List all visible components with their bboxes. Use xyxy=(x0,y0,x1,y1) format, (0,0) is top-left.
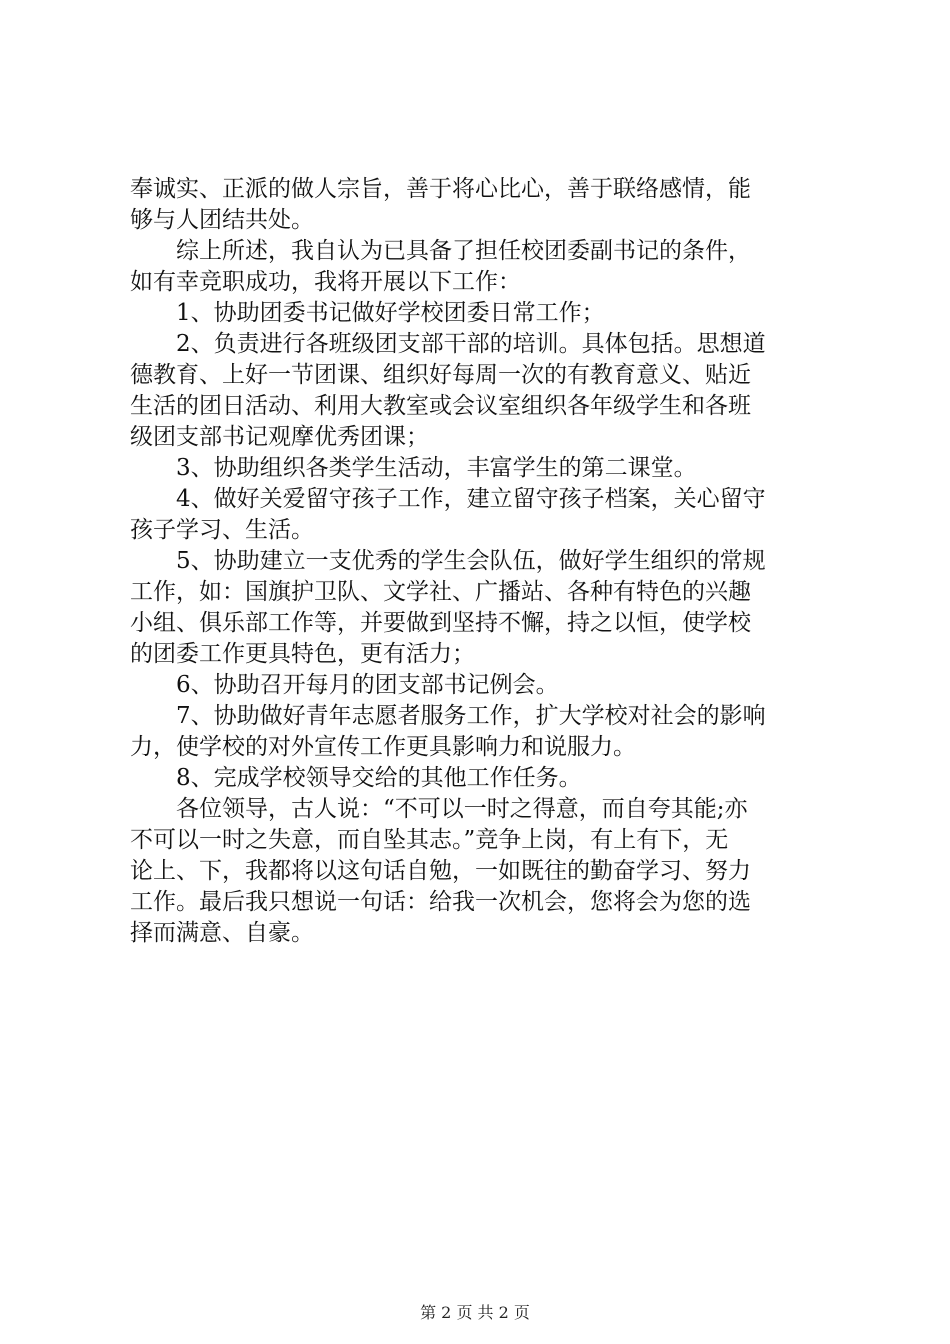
text-line: 工作，如：国旗护卫队、文学社、广播站、各种有特色的兴趣 xyxy=(130,579,751,605)
text-line: 孩子学习、生活。 xyxy=(130,517,314,543)
text-line: 德教育、上好一节团课、组织好每周一次的有教育意义、贴近 xyxy=(130,362,751,388)
text-line: 力，使学校的对外宣传工作更具影响力和说服力。 xyxy=(130,734,636,760)
text-line: 3、协助组织各类学生活动，丰富学生的第二课堂。 xyxy=(176,455,697,481)
text-line: 生活的团日活动、利用大教室或会议室组织各年级学生和各班 xyxy=(130,393,751,419)
text-line: 的团委工作更具特色，更有活力； xyxy=(130,641,475,667)
text-line: 论上、下，我都将以这句话自勉，一如既往的勤奋学习、努力 xyxy=(130,858,751,884)
text-line: 7、协助做好青年志愿者服务工作，扩大学校对社会的影响 xyxy=(176,703,766,729)
text-line: 奉诚实、正派的做人宗旨，善于将心比心，善于联络感情，能 xyxy=(130,176,751,202)
page-footer: 第 2 页 共 2 页 xyxy=(420,1303,530,1322)
text-line: 1、协助团委书记做好学校团委日常工作； xyxy=(176,300,605,326)
text-line: 5、协助建立一支优秀的学生会队伍，做好学生组织的常规 xyxy=(176,548,766,574)
text-line: 如有幸竞职成功，我将开展以下工作： xyxy=(130,269,521,295)
text-line: 工作。最后我只想说一句话：给我一次机会，您将会为您的选 xyxy=(130,889,751,915)
text-line: 综上所述，我自认为已具备了担任校团委副书记的条件， xyxy=(176,238,751,264)
text-line: 不可以一时之失意，而自坠其志。”竞争上岗，有上有下，无 xyxy=(130,827,729,853)
text-line: 小组、俱乐部工作等，并要做到坚持不懈，持之以恒，使学校 xyxy=(130,610,751,636)
text-line: 4、做好关爱留守孩子工作，建立留守孩子档案，关心留守 xyxy=(176,486,766,512)
document-body xyxy=(130,174,830,949)
text-line: 8、完成学校领导交给的其他工作任务。 xyxy=(176,765,582,791)
text-line: 级团支部书记观摩优秀团课； xyxy=(130,424,429,450)
text-line: 2、负责进行各班级团支部干部的培训。具体包括。思想道 xyxy=(176,331,766,357)
text-line: 择而满意、自豪。 xyxy=(130,920,314,946)
text-line: 6、协助召开每月的团支部书记例会。 xyxy=(176,672,559,698)
text-line: 各位领导，古人说：“不可以一时之得意，而自夸其能;亦 xyxy=(176,796,748,822)
text-line: 够与人团结共处。 xyxy=(130,207,314,233)
